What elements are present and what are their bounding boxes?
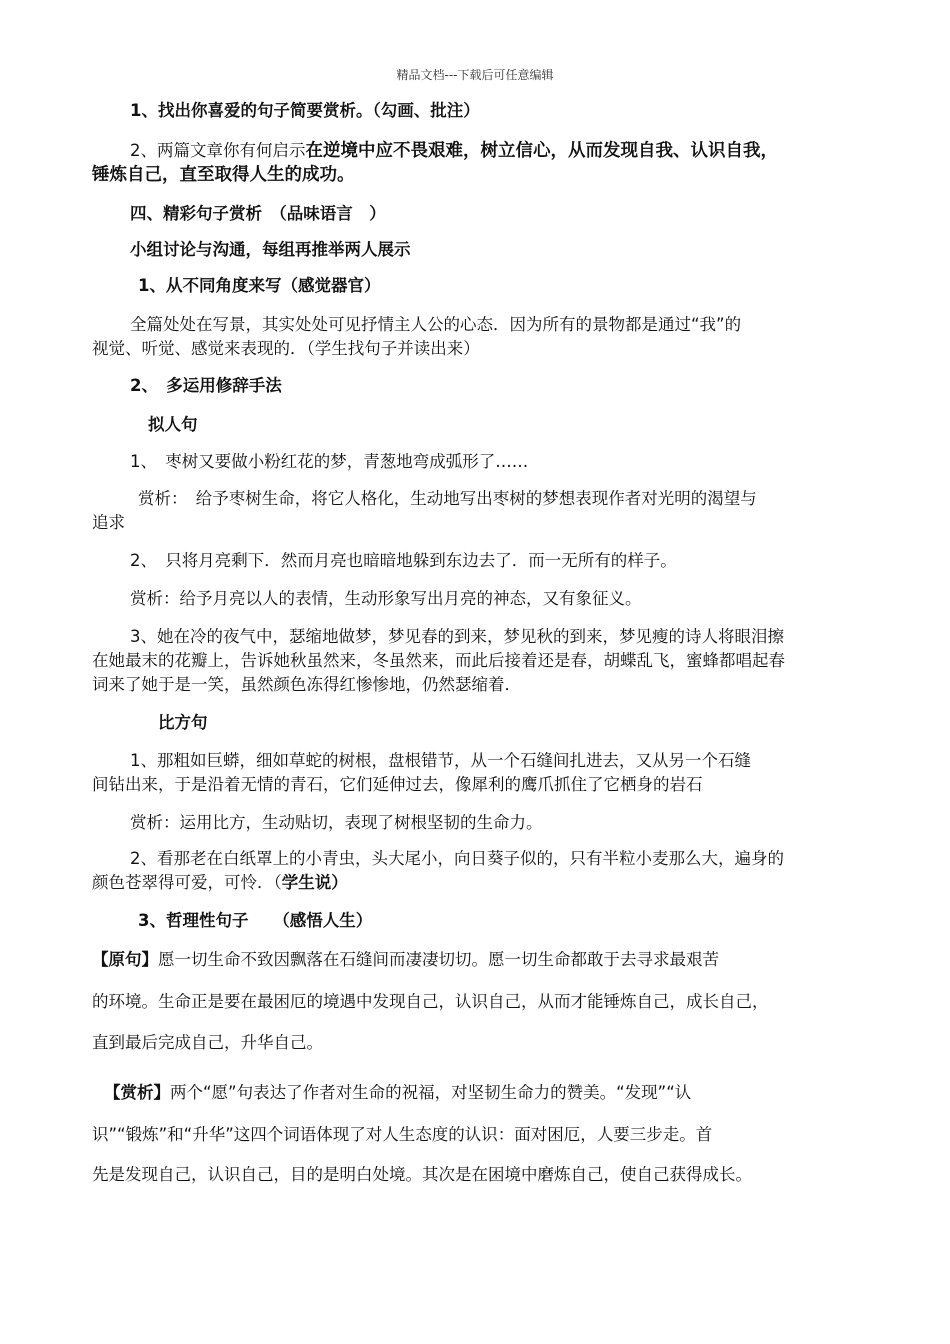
text-line: 词来了她于是一笑，虽然颜色冻得红惨惨地，仍然瑟缩着． <box>92 675 521 694</box>
text-line: 3、她在冷的夜气中，瑟缩地做梦，梦见春的到来，梦见秋的到来，梦见瘦的诗人将眼泪擦 <box>130 627 784 646</box>
text-line: 赏析：给予月亮以人的表情，生动形象写出月亮的神态，又有象征义。 <box>130 589 642 608</box>
line-text: 颜色苍翠得可爱，可怜．（ <box>92 873 282 892</box>
text-line <box>104 1081 691 1105</box>
text-line: 视觉、听觉、感觉来表现的．（学生找句子并读出来） <box>92 339 480 358</box>
text-line: 赏析： 给予枣树生命，将它人格化，生动地写出枣树的梦想表现作者对光明的渴望与 <box>138 489 757 508</box>
line-text-bold: 在逆境中应不畏艰难，树立信心，从而发现自我、认识自我， <box>305 141 778 161</box>
line-label: 【原句】 <box>92 950 158 969</box>
subheading: 拟人句 <box>148 415 198 434</box>
text-line: 直到最后完成自己，升华自己。 <box>92 1033 323 1052</box>
line-text: 2、两篇文章你有何启示 <box>130 141 306 160</box>
text-line <box>92 948 719 972</box>
text-line: 1、 枣树又要做小粉红花的梦，青葱地弯成弧形了…… <box>130 452 529 471</box>
text-line: 识”“锻炼”和“升华”这四个词语体现了对人生态度的认识：面对困厄，人要三步走。首 <box>92 1125 713 1144</box>
subheading: 2、 多运用修辞手法 <box>130 376 282 395</box>
text-line: 先是发现自己，认识自己，目的是明白处境。其次是在困境中磨炼自己，使自己获得成长。 <box>92 1165 752 1184</box>
text-line: 小组讨论与沟通，每组再推举两人展示 <box>130 240 411 259</box>
section-heading: 四、精彩句子赏析 （品味语言 ） <box>130 204 386 223</box>
subheading: 比方句 <box>158 713 208 732</box>
text-line: 间钻出来，于是沿着无情的青石，它们延伸过去，像犀利的鹰爪抓住了它栖身的岩石 <box>92 775 703 794</box>
text-line <box>130 99 480 123</box>
subheading: 3、哲理性句子 （感悟人生） <box>138 911 373 930</box>
text-line <box>130 139 778 163</box>
text-line: 锤炼自己，直至取得人生的成功。 <box>92 165 355 185</box>
text-line: 1、那粗如巨蟒，细如草蛇的树根，盘根错节，从一个石缝间扎进去，又从另一个石缝 <box>130 751 751 770</box>
subheading: 1、从不同角度来写（感觉器官） <box>138 276 381 295</box>
text-line: 2、看那老在白纸罩上的小青虫，头大尾小，向日葵子似的，只有半粒小麦那么大，遍身的 <box>130 849 784 868</box>
text-line: 2、 只将月亮剩下．然而月亮也暗暗地躲到东边去了．而一无所有的样子。 <box>130 551 677 570</box>
line-text-bold: （勾画、批注） <box>372 101 480 120</box>
text-line: 在她最末的花瓣上，告诉她秋虽然来，冬虽然来，而此后接着还是春，胡蝶乱飞，蜜蜂都唱起春 <box>92 651 785 670</box>
line-label: 【赏析】 <box>104 1083 170 1102</box>
text-line: 追求 <box>92 513 125 532</box>
line-text: 1、找出你喜爱的句子简要赏析。 <box>130 101 373 120</box>
line-text: 愿一切生命不致因飘落在石缝间而凄凄切切。愿一切生命都敢于去寻求最艰苦 <box>158 950 719 969</box>
line-text-bold: 学生说） <box>281 873 348 892</box>
text-line: 的环境。生命正是要在最困厄的境遇中发现自己，认识自己，从而才能锤炼自己，成长自己， <box>92 992 769 1011</box>
page-header: 精品文档---下载后可任意编辑 <box>396 68 554 82</box>
line-text: 两个“愿”句表达了作者对生命的祝福，对坚韧生命力的赞美。“发现”“认 <box>170 1083 692 1102</box>
text-line <box>92 871 348 895</box>
text-line: 赏析：运用比方，生动贴切，表现了树根坚韧的生命力。 <box>130 813 543 832</box>
text-line: 全篇处处在写景，其实处处可见抒情主人公的心态．因为所有的景物都是通过“我”的 <box>130 315 742 334</box>
